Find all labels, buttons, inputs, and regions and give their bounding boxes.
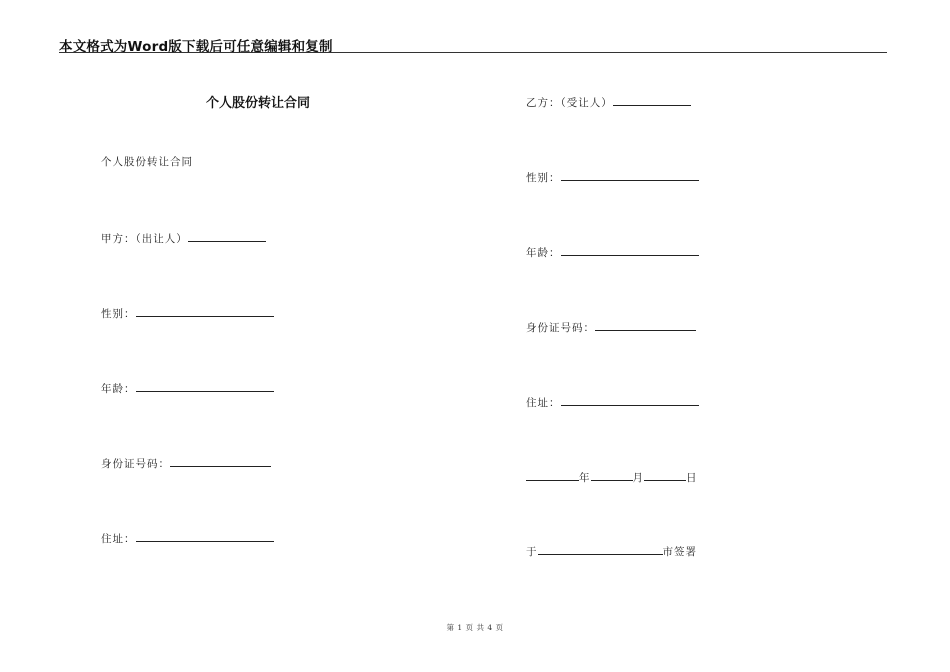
party-b-label: 乙方：（受让人） <box>526 97 613 109</box>
party-a-age-blank <box>136 380 274 392</box>
party-a-address-line <box>101 530 274 546</box>
party-b-age-line <box>526 244 699 260</box>
party-a-gender-label: 性别： <box>101 308 136 320</box>
signing-city-blank <box>538 543 663 555</box>
header-rule <box>59 52 887 53</box>
month-blank <box>591 469 633 481</box>
month-label: 月 <box>632 472 644 484</box>
signing-suffix: 市签署 <box>662 546 697 558</box>
party-a-line <box>101 230 266 246</box>
year-label: 年 <box>579 472 591 484</box>
party-a-label: 甲方：（出让人） <box>101 233 188 245</box>
party-a-age-label: 年龄： <box>101 383 136 395</box>
party-b-age-blank <box>561 244 699 256</box>
subtitle-text: 个人股份转让合同 <box>101 156 193 168</box>
year-blank <box>526 469 579 481</box>
party-b-gender-label: 性别： <box>526 172 561 184</box>
page-footer: 第 1 页 共 4 页 <box>446 623 504 632</box>
party-b-id-label: 身份证号码： <box>526 322 595 334</box>
signing-line <box>526 543 697 559</box>
party-b-id-line <box>526 319 696 335</box>
party-b-address-blank <box>561 394 699 406</box>
signing-prefix: 于 <box>526 546 538 558</box>
date-line <box>526 469 698 485</box>
party-b-gender-blank <box>561 169 699 181</box>
party-a-address-label: 住址： <box>101 533 136 545</box>
party-a-gender-line <box>101 305 274 321</box>
party-a-gender-blank <box>136 305 274 317</box>
party-a-id-label: 身份证号码： <box>101 458 170 470</box>
header-banner: 本文格式为Word版下载后可任意编辑和复制 <box>59 39 333 55</box>
party-b-address-label: 住址： <box>526 397 561 409</box>
party-a-name-blank <box>188 230 266 242</box>
party-b-age-label: 年龄： <box>526 247 561 259</box>
document-title: 个人股份转让合同 <box>206 96 311 111</box>
party-a-id-line <box>101 455 271 471</box>
day-label: 日 <box>686 472 698 484</box>
party-b-gender-line <box>526 169 699 185</box>
party-a-id-blank <box>170 455 271 467</box>
party-b-name-blank <box>613 94 691 106</box>
party-b-line <box>526 94 691 110</box>
party-b-address-line <box>526 394 699 410</box>
party-a-address-blank <box>136 530 274 542</box>
document-subtitle <box>101 155 193 169</box>
day-blank <box>644 469 686 481</box>
party-b-id-blank <box>595 319 696 331</box>
party-a-age-line <box>101 380 274 396</box>
